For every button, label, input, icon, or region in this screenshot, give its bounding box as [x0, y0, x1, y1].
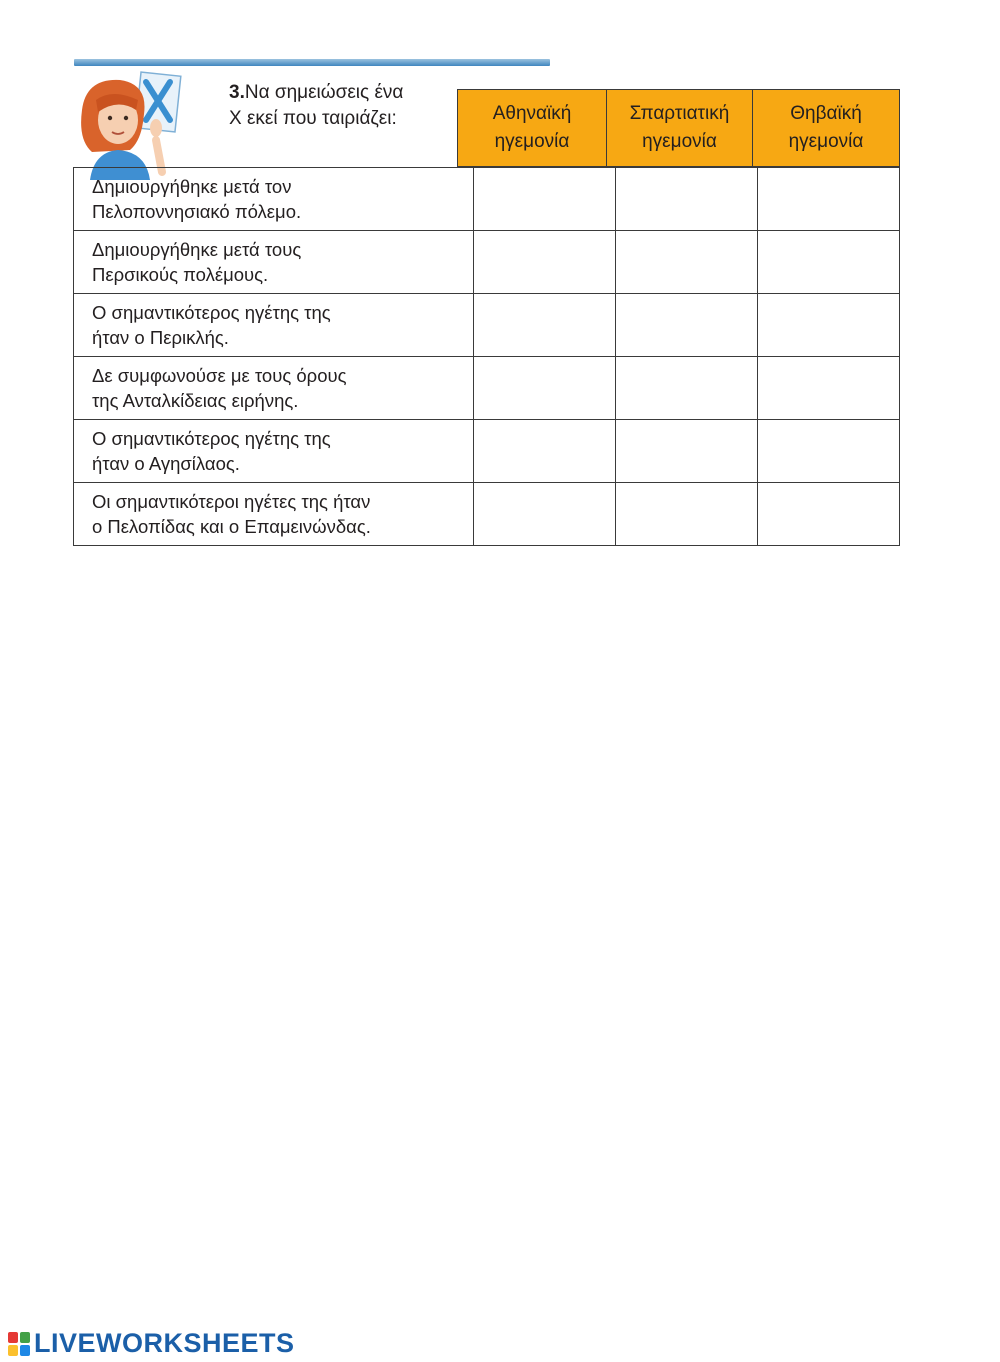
table-header-row — [457, 89, 900, 167]
statement-cell — [74, 483, 474, 546]
statement-cell — [74, 294, 474, 357]
table-row — [74, 420, 900, 483]
answer-cell-spartan[interactable] — [615, 357, 757, 420]
statement-cell — [74, 357, 474, 420]
column-header-line2: ηγεμονία — [642, 131, 717, 152]
answer-cell-theban[interactable] — [757, 357, 899, 420]
girl-holding-x-card-illustration — [72, 70, 202, 180]
column-header-line2: ηγεμονία — [494, 131, 570, 152]
statement-cell — [74, 168, 474, 231]
statement-line2: ήταν ο Περικλής. — [92, 327, 229, 348]
instruction-line-2: Χ εκεί που ταιριάζει: — [229, 108, 397, 129]
answer-cell-spartan[interactable] — [615, 294, 757, 357]
table-row — [74, 357, 900, 420]
statement-line2: Πελοποννησιακό πόλεμο. — [92, 201, 302, 222]
table-row — [74, 168, 900, 231]
top-blue-rule — [74, 59, 550, 66]
answer-cell-theban[interactable] — [757, 168, 899, 231]
exercise-number: 3. — [229, 82, 245, 103]
statement-line2: ο Πελοπίδας και ο Επαμεινώνδας. — [92, 516, 371, 537]
liveworksheets-brand[interactable] — [8, 1328, 295, 1359]
statement-line1: Δημιουργήθηκε μετά τον — [92, 176, 292, 197]
statement-line1: Ο σημαντικότερος ηγέτης της — [92, 428, 331, 449]
instruction-line-1: Να σημειώσεις ένα — [244, 82, 404, 103]
answer-cell-spartan[interactable] — [615, 231, 757, 294]
brand-name: LIVEWORKSHEETS — [34, 1328, 295, 1358]
column-header-line1: Σπαρτιατική — [629, 103, 730, 124]
answer-cell-spartan[interactable] — [615, 420, 757, 483]
column-header-line1: Αθηναϊκή — [492, 103, 572, 124]
exercise-instruction — [229, 80, 459, 132]
column-header-line1: Θηβαϊκή — [790, 103, 862, 124]
statement-line2: της Ανταλκίδειας ειρήνης. — [92, 390, 299, 411]
answer-cell-theban[interactable] — [757, 231, 899, 294]
statement-line1: Δε συμφωνούσε με τους όρους — [92, 365, 347, 386]
answer-cell-athenian[interactable] — [473, 357, 615, 420]
table-row — [74, 294, 900, 357]
answer-cell-spartan[interactable] — [615, 168, 757, 231]
answer-cell-athenian[interactable] — [473, 168, 615, 231]
answer-cell-theban[interactable] — [757, 420, 899, 483]
statement-line1: Ο σημαντικότερος ηγέτης της — [92, 302, 331, 323]
statement-cell — [74, 231, 474, 294]
hegemony-matching-table — [73, 167, 900, 546]
column-header-theban — [753, 89, 900, 167]
answer-cell-spartan[interactable] — [615, 483, 757, 546]
table-row — [74, 483, 900, 546]
table-row — [74, 231, 900, 294]
statement-line1: Δημιουργήθηκε μετά τους — [92, 239, 302, 260]
column-header-athenian — [457, 89, 607, 167]
answer-cell-athenian[interactable] — [473, 231, 615, 294]
answer-cell-theban[interactable] — [757, 294, 899, 357]
column-header-line2: ηγεμονία — [788, 131, 864, 152]
statement-line1: Οι σημαντικότεροι ηγέτες της ήταν — [92, 491, 371, 512]
statement-line2: ήταν ο Αγησίλαος. — [92, 453, 240, 474]
answer-cell-athenian[interactable] — [473, 420, 615, 483]
liveworksheets-logo-icon — [8, 1332, 30, 1356]
answer-cell-athenian[interactable] — [473, 294, 615, 357]
answer-cell-athenian[interactable] — [473, 483, 615, 546]
answer-cell-theban[interactable] — [757, 483, 899, 546]
statement-line2: Περσικούς πολέμους. — [92, 264, 269, 285]
statement-cell — [74, 420, 474, 483]
column-header-spartan — [607, 89, 753, 167]
